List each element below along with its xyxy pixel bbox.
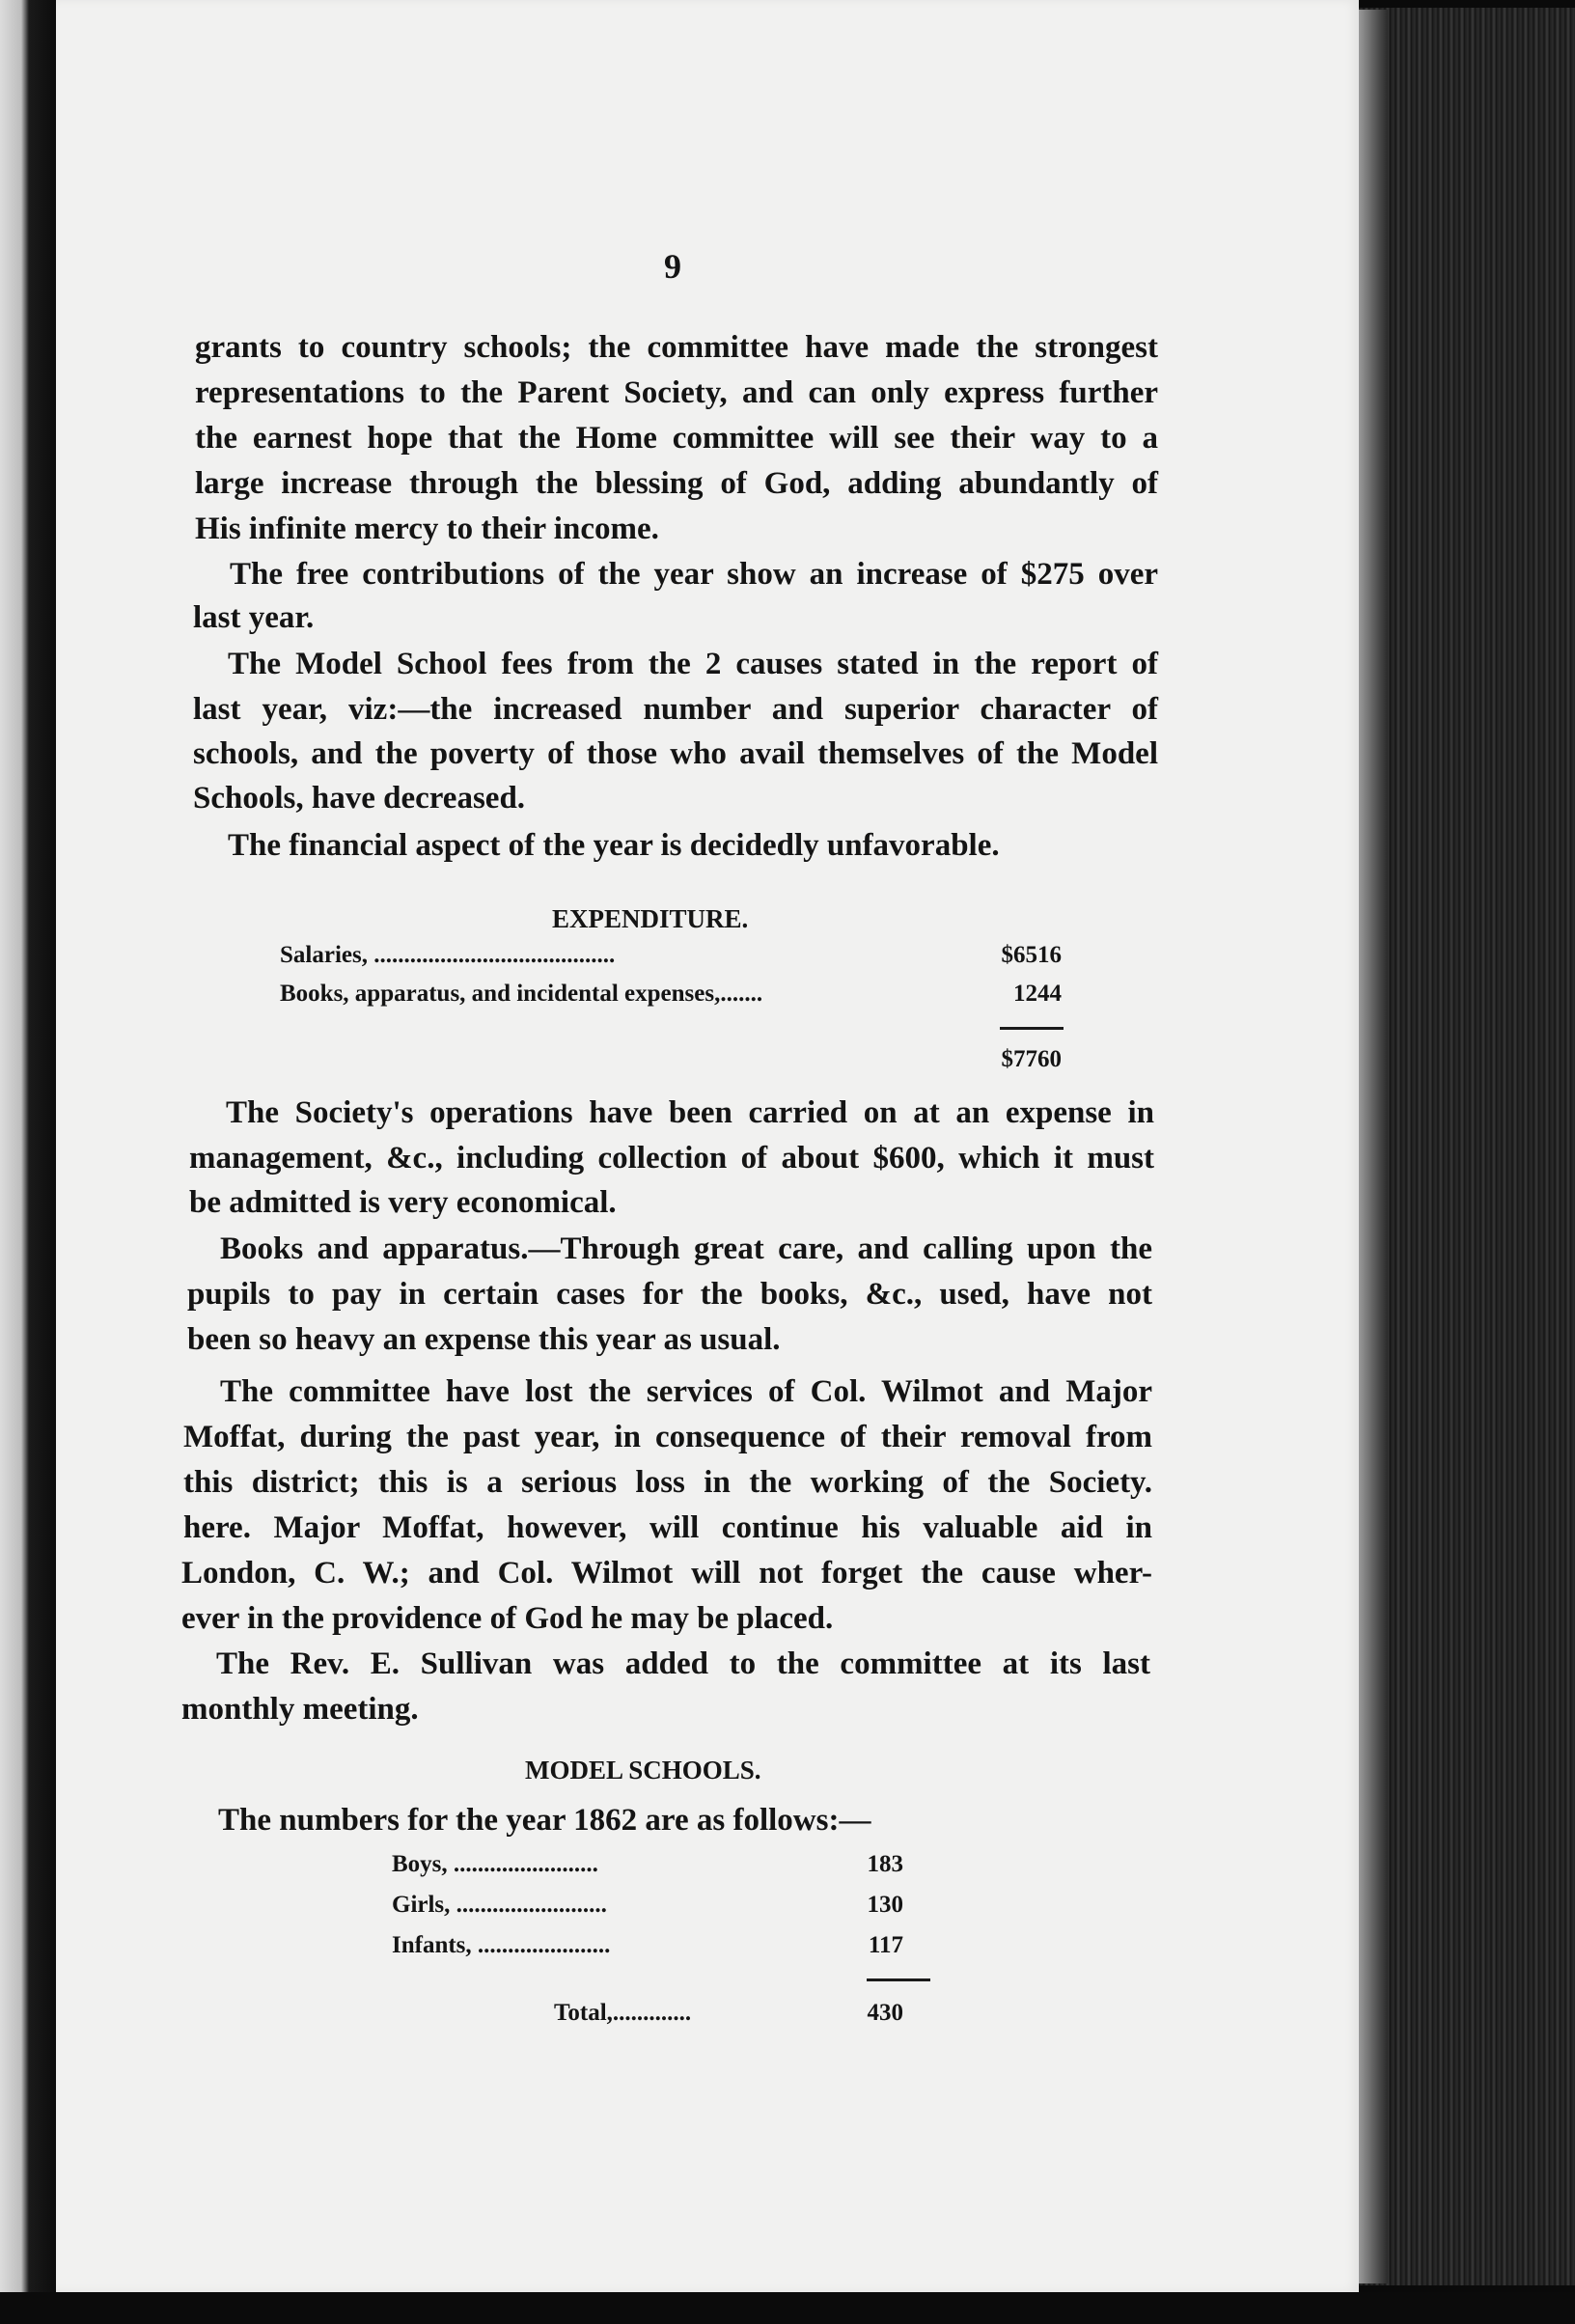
- model-schools-row-label: Girls, .........................: [392, 1892, 607, 1918]
- body-line: the earnest hope that the Home committee will see their way to a: [195, 421, 1158, 456]
- model-schools-intro: The numbers for the year 1862 are as follows:—: [218, 1803, 871, 1838]
- model-schools-total-label: Total,.............: [554, 2000, 692, 2026]
- body-line: here. Major Moffat, however, will continue his valuable aid in: [183, 1510, 1152, 1545]
- body-line: last year.: [193, 600, 315, 635]
- expenditure-row-amount: $6516: [1001, 942, 1062, 968]
- body-line: The Model School fees from the 2 causes stated in the report of: [228, 647, 1158, 681]
- expenditure-heading: EXPENDITURE.: [552, 904, 749, 933]
- scan-bottom-margin: [0, 2292, 1575, 2324]
- body-line: The Society's operations have been carried on at an expense in: [226, 1095, 1154, 1130]
- body-line: representations to the Parent Society, and can only express further: [195, 375, 1158, 410]
- body-line: The Rev. E. Sullivan was added to the committee at its last: [216, 1646, 1150, 1681]
- model-schools-row-value: 130: [867, 1892, 903, 1918]
- body-line: His infinite mercy to their income.: [195, 512, 659, 546]
- body-line: be admitted is very economical.: [189, 1185, 617, 1220]
- body-line: large increase through the blessing of God, adding abundantly of: [195, 466, 1158, 501]
- body-line: ever in the providence of God he may be placed.: [181, 1601, 834, 1636]
- body-line: The free contributions of the year show an increase of $275 over: [230, 557, 1158, 592]
- model-schools-row-label: Boys, ........................: [392, 1851, 598, 1877]
- body-line: schools, and the poverty of those who avail themselves of the Model: [193, 736, 1158, 771]
- body-line: grants to country schools; the committee have made the strongest: [195, 330, 1158, 365]
- expenditure-row-label: Salaries, ........................................: [280, 942, 616, 968]
- body-line: been so heavy an expense this year as usual.: [187, 1322, 781, 1357]
- book-page-edges: [1359, 8, 1575, 2285]
- expenditure-row-amount: 1244: [1013, 981, 1062, 1007]
- body-line: last year, viz:—the increased number and superior character of: [193, 692, 1158, 727]
- body-line: London, C. W.; and Col. Wilmot will not forget the cause wher-: [181, 1556, 1152, 1591]
- page-number: 9: [664, 247, 681, 286]
- body-line: this district; this is a serious loss in the working of the Society.: [183, 1465, 1152, 1500]
- body-line: Moffat, during the past year, in consequence of their removal from: [183, 1420, 1152, 1454]
- model-schools-total-rule: [867, 1978, 930, 1981]
- model-schools-total-value: 430: [867, 2000, 903, 2026]
- expenditure-total-rule: [1000, 1027, 1064, 1030]
- model-schools-heading: MODEL SCHOOLS.: [525, 1756, 761, 1784]
- body-line: pupils to pay in certain cases for the books, &c., used, have not: [187, 1277, 1152, 1312]
- expenditure-row-label: Books, apparatus, and incidental expenses,.......: [280, 981, 763, 1007]
- body-line: monthly meeting.: [181, 1692, 419, 1727]
- book-page-edge-highlight: [1359, 10, 1388, 2283]
- model-schools-row-value: 117: [868, 1932, 903, 1958]
- body-line: Schools, have decreased.: [193, 781, 526, 816]
- body-line: management, &c., including collection of about $600, which it must: [189, 1141, 1154, 1176]
- model-schools-row-value: 183: [867, 1851, 903, 1877]
- body-line: The committee have lost the services of Col. Wilmot and Major: [220, 1374, 1152, 1409]
- model-schools-row-label: Infants, ......................: [392, 1932, 611, 1958]
- scan-left-margin: [0, 0, 56, 2324]
- body-line: Books and apparatus.—Through great care, and calling upon the: [220, 1231, 1152, 1266]
- body-line: The financial aspect of the year is decidedly unfavorable.: [228, 828, 1000, 863]
- expenditure-total: $7760: [1001, 1046, 1062, 1072]
